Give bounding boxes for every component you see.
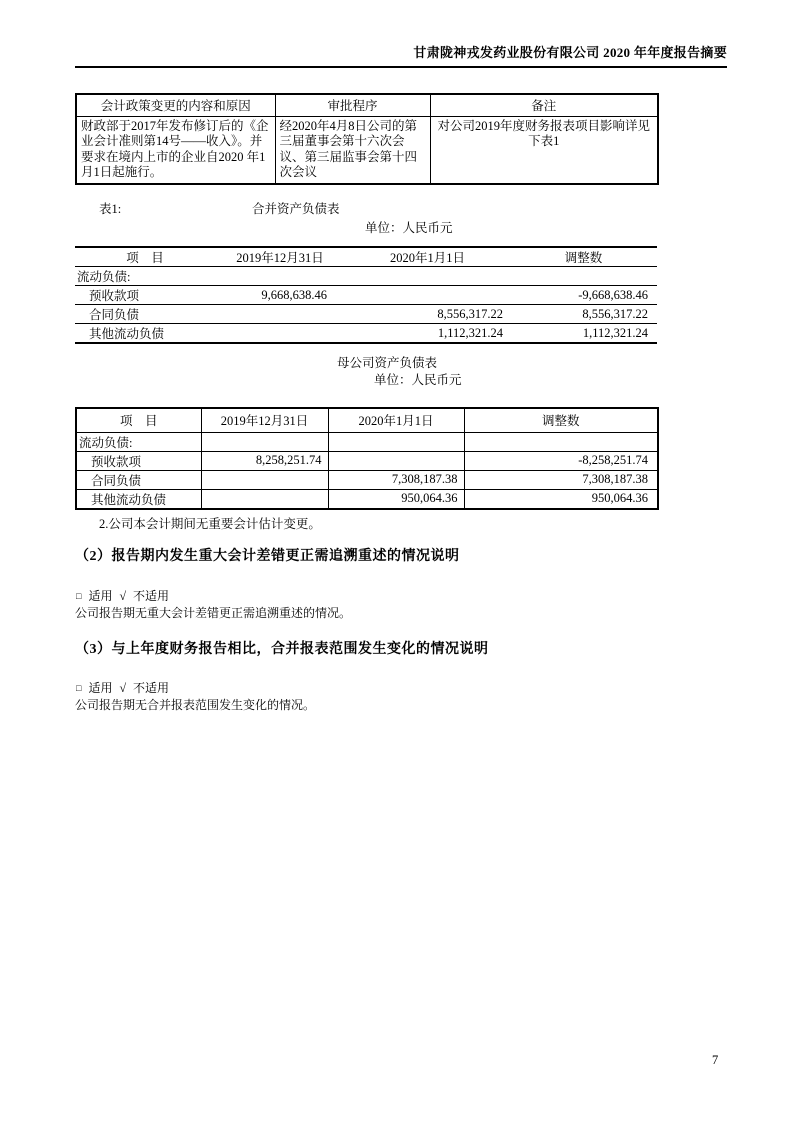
value-2019-cell	[215, 305, 345, 324]
value-2020-cell	[328, 451, 464, 470]
item-cell: 预收款项	[76, 451, 201, 470]
column-header-policy-content: 会计政策变更的内容和原因	[76, 94, 275, 116]
check-mark-icon: √	[119, 589, 127, 603]
applicability-line	[76, 587, 169, 604]
table-row	[76, 451, 658, 470]
value-2019-cell	[201, 470, 328, 489]
note-estimate-change: 2.公司本会计期间无重要会计估计变更。	[99, 517, 321, 531]
empty-cell	[328, 432, 464, 451]
unit-label: 单位：人民币元	[374, 373, 462, 387]
consolidated-table-title: 合并资产负债表	[252, 202, 340, 216]
approval-cell: 经2020年4月8日公司的第三届董事会第十六次会议、第三届监事会第十四次会议	[275, 116, 430, 184]
empty-cell	[201, 432, 328, 451]
value-2019-cell: 8,258,251.74	[201, 451, 328, 470]
column-header-2020: 2020年1月1日	[328, 408, 464, 432]
unit-label: 单位：人民币元	[365, 221, 453, 235]
section-3-body: 公司报告期无合并报表范围发生变化的情况。	[75, 698, 316, 712]
adjustment-cell: 8,556,317.22	[510, 305, 657, 324]
adjustment-cell: 950,064.36	[464, 489, 658, 509]
adjustment-cell: -9,668,638.46	[510, 286, 657, 305]
value-2020-cell: 950,064.36	[328, 489, 464, 509]
parent-table-title: 母公司资产负债表	[337, 356, 438, 370]
table-row	[76, 489, 658, 509]
value-2019-cell	[201, 489, 328, 509]
parent-balance-table	[75, 407, 659, 510]
section-label: 流动负债:	[76, 432, 201, 451]
apply-label: 适用	[88, 681, 113, 695]
not-apply-label: 不适用	[133, 681, 170, 695]
column-header-note: 备注	[430, 94, 658, 116]
column-header-adjustment: 调整数	[464, 408, 658, 432]
value-2020-cell: 8,556,317.22	[345, 305, 510, 324]
adjustment-cell: -8,258,251.74	[464, 451, 658, 470]
section-2-body: 公司报告期无重大会计差错更正需追溯重述的情况。	[75, 606, 352, 620]
table-row	[76, 116, 658, 184]
table-row	[75, 324, 657, 344]
table1-label: 表1:	[99, 202, 122, 216]
item-cell: 合同负债	[76, 470, 201, 489]
table-row	[76, 470, 658, 489]
note-cell: 对公司2019年度财务报表项目影响详见下表1	[430, 116, 658, 184]
column-header-item: 项 目	[76, 408, 201, 432]
value-2019-cell: 9,668,638.46	[215, 286, 345, 305]
column-header-2019: 2019年12月31日	[215, 247, 345, 267]
column-header-adjustment: 调整数	[510, 247, 657, 267]
policy-change-table	[75, 93, 659, 185]
document-header	[75, 42, 727, 68]
section-3-heading: （3）与上年度财务报告相比，合并报表范围发生变化的情况说明	[75, 642, 489, 657]
column-header-item: 项 目	[75, 247, 215, 267]
policy-content-cell: 财政部于2017年发布修订后的《企业会计准则第14号——收入》。并要求在境内上市的企业自2020 年1月1日起施行。	[76, 116, 275, 184]
value-2020-cell: 7,308,187.38	[328, 470, 464, 489]
checkbox-unchecked-icon: □	[76, 591, 82, 601]
consolidated-balance-table	[75, 246, 657, 344]
item-cell: 其他流动负债	[76, 489, 201, 509]
table-header-row	[76, 408, 658, 432]
column-header-2020: 2020年1月1日	[345, 247, 510, 267]
value-2019-cell	[215, 324, 345, 344]
column-header-approval: 审批程序	[275, 94, 430, 116]
not-apply-label: 不适用	[133, 589, 170, 603]
section-row	[75, 267, 657, 286]
table-row	[75, 286, 657, 305]
section-label: 流动负债:	[75, 267, 657, 286]
empty-cell	[464, 432, 658, 451]
apply-label: 适用	[88, 589, 113, 603]
header-title: 甘肃陇神戎发药业股份有限公司 2020 年年度报告摘要	[413, 45, 727, 60]
checkbox-unchecked-icon: □	[76, 683, 82, 693]
adjustment-cell: 1,112,321.24	[510, 324, 657, 344]
check-mark-icon: √	[119, 681, 127, 695]
item-cell: 其他流动负债	[75, 324, 215, 344]
section-row	[76, 432, 658, 451]
section-2-heading: （2）报告期内发生重大会计差错更正需追溯重述的情况说明	[75, 549, 460, 564]
table-header-row	[76, 94, 658, 116]
table-row	[75, 305, 657, 324]
adjustment-cell: 7,308,187.38	[464, 470, 658, 489]
applicability-line	[76, 679, 169, 696]
item-cell: 合同负债	[75, 305, 215, 324]
page-number: 7	[712, 1053, 719, 1067]
table-header-row	[75, 247, 657, 267]
item-cell: 预收款项	[75, 286, 215, 305]
column-header-2019: 2019年12月31日	[201, 408, 328, 432]
value-2020-cell: 1,112,321.24	[345, 324, 510, 344]
value-2020-cell	[345, 286, 510, 305]
